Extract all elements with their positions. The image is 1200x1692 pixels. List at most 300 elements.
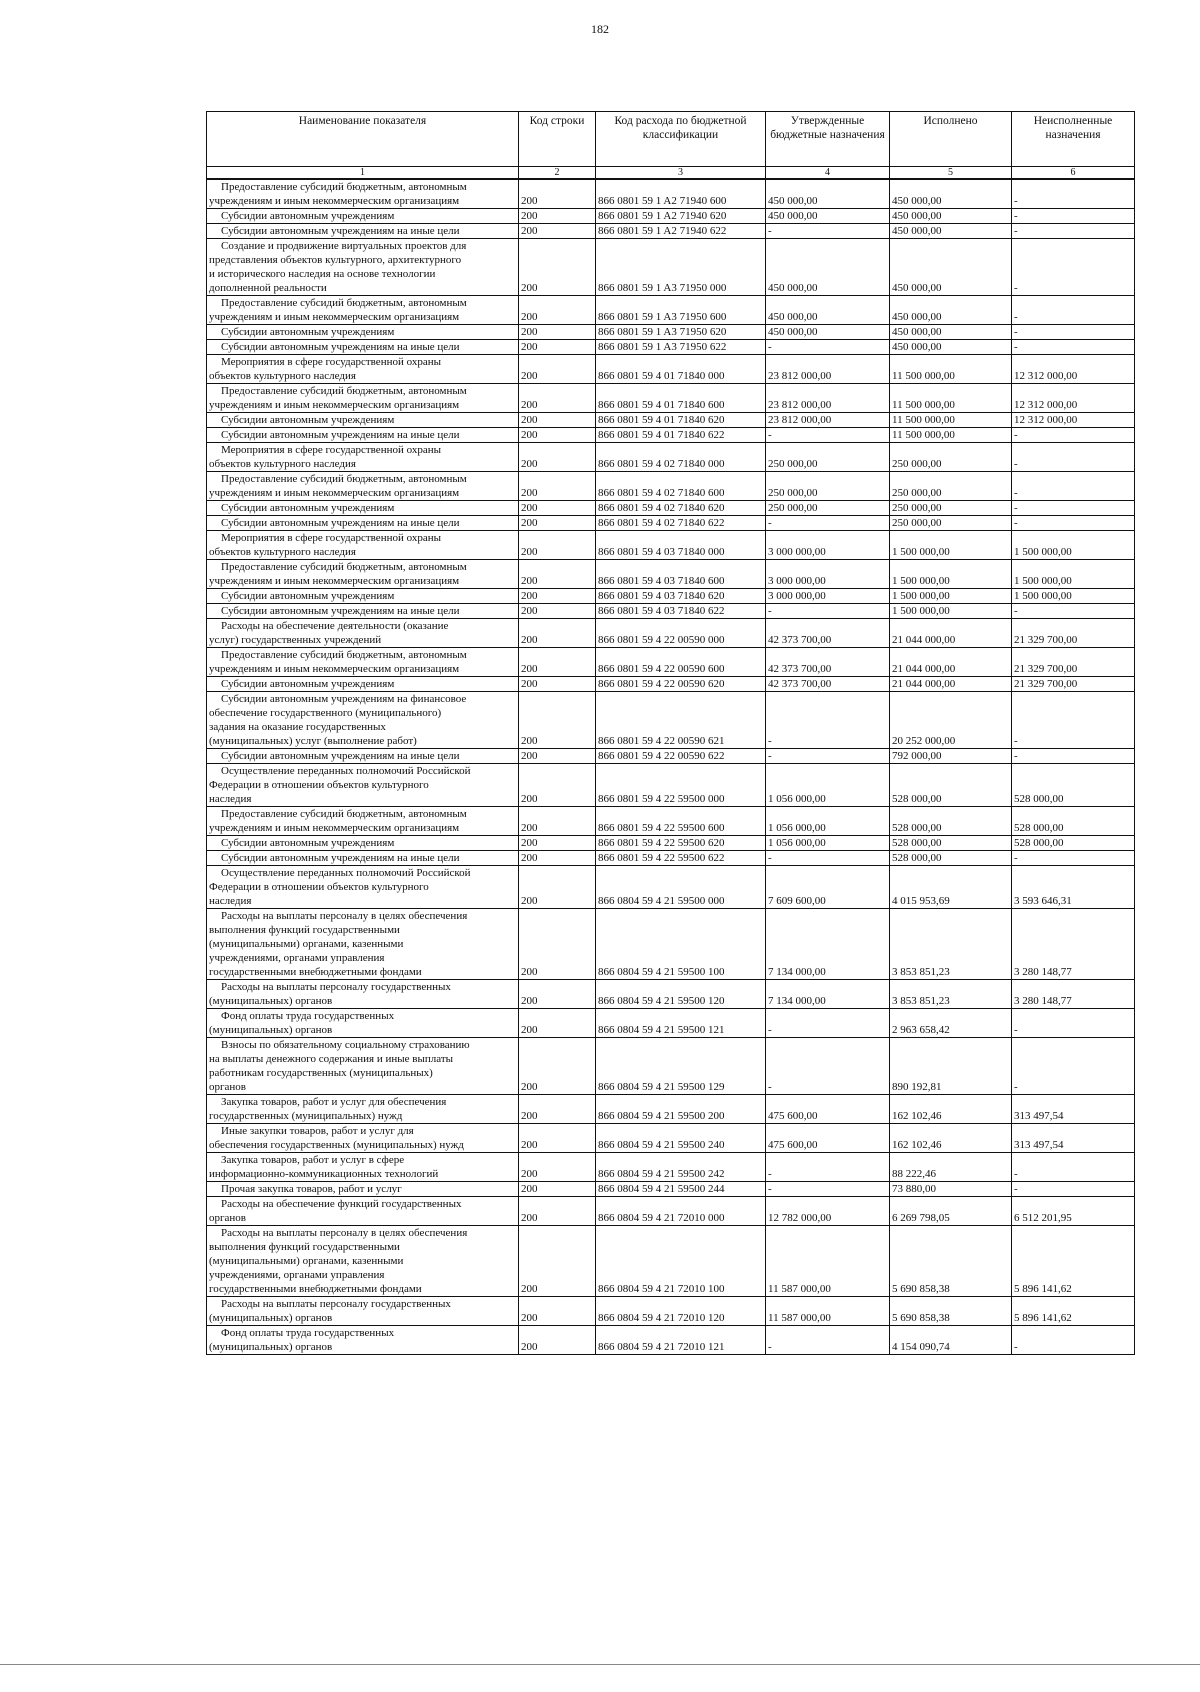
- table-row: [207, 179, 1135, 209]
- budget-code-cell: 866 0804 59 4 21 59500 244: [596, 1182, 766, 1197]
- indicator-name-line: Осуществление переданных полномочий Российской: [221, 765, 471, 777]
- indicator-name-line: выполнения функций государственными: [209, 1241, 400, 1253]
- budget-code-cell: 866 0801 59 4 22 00590 622: [596, 749, 766, 764]
- indicator-name-line: услуг) государственных учреждений: [209, 634, 382, 646]
- unexecuted-amount-cell: 313 497,54: [1012, 1095, 1135, 1124]
- approved-amount-cell: -: [766, 749, 890, 764]
- header-executed: Исполнено: [890, 112, 1012, 167]
- indicator-name-line: государственных (муниципальных) нужд: [209, 1110, 403, 1122]
- page-number: 182: [591, 22, 609, 36]
- unexecuted-amount-cell: 528 000,00: [1012, 764, 1135, 807]
- executed-amount-cell: 1 500 000,00: [890, 531, 1012, 560]
- table-row: [207, 428, 1135, 443]
- line-code-cell: 200: [519, 851, 596, 866]
- budget-code-cell: 866 0804 59 4 21 59500 000: [596, 866, 766, 909]
- indicator-name-cell: [207, 589, 519, 604]
- budget-code-cell: 866 0801 59 1 A2 71940 622: [596, 224, 766, 239]
- line-code-cell: 200: [519, 209, 596, 224]
- unexecuted-amount-cell: -: [1012, 851, 1135, 866]
- indicator-name-cell: [207, 224, 519, 239]
- approved-amount-cell: 450 000,00: [766, 179, 890, 209]
- budget-code-cell: 866 0804 59 4 21 59500 240: [596, 1124, 766, 1153]
- approved-amount-cell: 11 587 000,00: [766, 1297, 890, 1326]
- approved-amount-cell: 1 056 000,00: [766, 764, 890, 807]
- table-row: [207, 648, 1135, 677]
- table-row: [207, 836, 1135, 851]
- table-row: [207, 224, 1135, 239]
- indicator-name-line: Субсидии автономным учреждениям: [221, 837, 395, 849]
- line-code-cell: 200: [519, 501, 596, 516]
- indicator-name-cell: [207, 1326, 519, 1355]
- table-row: [207, 443, 1135, 472]
- table-row: [207, 501, 1135, 516]
- table-row: [207, 980, 1135, 1009]
- indicator-name-line: (муниципальными) органами, казенными: [209, 938, 404, 950]
- approved-amount-cell: -: [766, 516, 890, 531]
- indicator-name-cell: [207, 1297, 519, 1326]
- table-row: [207, 807, 1135, 836]
- line-code-cell: 200: [519, 692, 596, 749]
- line-code-cell: 200: [519, 428, 596, 443]
- budget-code-cell: 866 0804 59 4 21 72010 121: [596, 1326, 766, 1355]
- indicator-name-cell: [207, 443, 519, 472]
- unexecuted-amount-cell: -: [1012, 692, 1135, 749]
- indicator-name-line: выполнения функций государственными: [209, 924, 400, 936]
- indicator-name-line: учреждениями, органами управления: [209, 952, 385, 964]
- unexecuted-amount-cell: 313 497,54: [1012, 1124, 1135, 1153]
- indicator-name-line: Субсидии автономным учреждениям на иные цели: [221, 517, 460, 529]
- indicator-name-cell: [207, 1153, 519, 1182]
- budget-code-cell: 866 0801 59 4 22 00590 621: [596, 692, 766, 749]
- unexecuted-amount-cell: 5 896 141,62: [1012, 1297, 1135, 1326]
- column-number: 4: [766, 167, 890, 180]
- executed-amount-cell: 1 500 000,00: [890, 589, 1012, 604]
- unexecuted-amount-cell: 21 329 700,00: [1012, 648, 1135, 677]
- table-row: [207, 413, 1135, 428]
- indicator-name-line: Взносы по обязательному социальному страхованию: [221, 1039, 470, 1051]
- column-number: 3: [596, 167, 766, 180]
- indicator-name-cell: [207, 413, 519, 428]
- line-code-cell: 200: [519, 296, 596, 325]
- indicator-name-line: Федерации в отношении объектов культурного: [209, 881, 429, 893]
- approved-amount-cell: -: [766, 224, 890, 239]
- approved-amount-cell: 250 000,00: [766, 472, 890, 501]
- executed-amount-cell: 6 269 798,05: [890, 1197, 1012, 1226]
- approved-amount-cell: 450 000,00: [766, 325, 890, 340]
- executed-amount-cell: 5 690 858,38: [890, 1226, 1012, 1297]
- budget-code-cell: 866 0801 59 1 A3 71950 600: [596, 296, 766, 325]
- indicator-name-cell: [207, 1009, 519, 1038]
- indicator-name-line: Субсидии автономным учреждениям на иные цели: [221, 341, 460, 353]
- indicator-name-line: учреждениям и иным некоммерческим организациям: [209, 487, 460, 499]
- indicator-name-cell: [207, 866, 519, 909]
- budget-code-cell: 866 0801 59 4 22 59500 622: [596, 851, 766, 866]
- column-number-row: [207, 167, 1135, 180]
- budget-code-cell: 866 0801 59 4 02 71840 620: [596, 501, 766, 516]
- line-code-cell: 200: [519, 1182, 596, 1197]
- unexecuted-amount-cell: -: [1012, 1326, 1135, 1355]
- indicator-name-line: Федерации в отношении объектов культурного: [209, 779, 429, 791]
- table-row: [207, 909, 1135, 980]
- approved-amount-cell: 7 609 600,00: [766, 866, 890, 909]
- line-code-cell: 200: [519, 589, 596, 604]
- table-row: [207, 209, 1135, 224]
- indicator-name-line: Субсидии автономным учреждениям на иные цели: [221, 225, 460, 237]
- line-code-cell: 200: [519, 648, 596, 677]
- unexecuted-amount-cell: 1 500 000,00: [1012, 531, 1135, 560]
- approved-amount-cell: 42 373 700,00: [766, 677, 890, 692]
- indicator-name-line: Субсидии автономным учреждениям: [221, 590, 395, 602]
- budget-code-cell: 866 0804 59 4 21 59500 121: [596, 1009, 766, 1038]
- indicator-name-cell: [207, 501, 519, 516]
- table-body: [207, 179, 1135, 1355]
- indicator-name-line: Предоставление субсидий бюджетным, автономным: [221, 297, 467, 309]
- approved-amount-cell: 12 782 000,00: [766, 1197, 890, 1226]
- indicator-name-cell: [207, 619, 519, 648]
- indicator-name-line: Предоставление субсидий бюджетным, автономным: [221, 473, 467, 485]
- unexecuted-amount-cell: -: [1012, 516, 1135, 531]
- indicator-name-line: учреждениям и иным некоммерческим организациям: [209, 575, 460, 587]
- executed-amount-cell: 11 500 000,00: [890, 355, 1012, 384]
- indicator-name-line: наследия: [209, 895, 252, 907]
- line-code-cell: 200: [519, 1153, 596, 1182]
- unexecuted-amount-cell: -: [1012, 325, 1135, 340]
- unexecuted-amount-cell: -: [1012, 239, 1135, 296]
- budget-code-cell: 866 0804 59 4 21 59500 200: [596, 1095, 766, 1124]
- line-code-cell: 200: [519, 443, 596, 472]
- approved-amount-cell: -: [766, 851, 890, 866]
- indicator-name-cell: [207, 428, 519, 443]
- indicator-name-line: представления объектов культурного, архитектурного: [209, 254, 462, 266]
- approved-amount-cell: -: [766, 340, 890, 355]
- indicator-name-line: учреждениям и иным некоммерческим организациям: [209, 311, 460, 323]
- table-header: [207, 112, 1135, 180]
- approved-amount-cell: -: [766, 604, 890, 619]
- indicator-name-line: Субсидии автономным учреждениям на иные цели: [221, 852, 460, 864]
- budget-table-container: [206, 111, 1134, 1355]
- budget-code-cell: 866 0801 59 4 03 71840 622: [596, 604, 766, 619]
- indicator-name-line: (муниципальных) органов: [209, 1341, 333, 1353]
- executed-amount-cell: 21 044 000,00: [890, 677, 1012, 692]
- indicator-name-cell: [207, 980, 519, 1009]
- line-code-cell: 200: [519, 325, 596, 340]
- executed-amount-cell: 11 500 000,00: [890, 413, 1012, 428]
- unexecuted-amount-cell: 5 896 141,62: [1012, 1226, 1135, 1297]
- indicator-name-cell: [207, 1197, 519, 1226]
- budget-code-cell: 866 0801 59 1 A3 71950 622: [596, 340, 766, 355]
- indicator-name-line: обеспечение государственного (муниципального): [209, 707, 442, 719]
- indicator-name-line: Расходы на обеспечение функций государственных: [221, 1198, 462, 1210]
- approved-amount-cell: 42 373 700,00: [766, 619, 890, 648]
- indicator-name-cell: [207, 516, 519, 531]
- executed-amount-cell: 528 000,00: [890, 836, 1012, 851]
- indicator-name-line: объектов культурного наследия: [209, 546, 356, 558]
- indicator-name-cell: [207, 648, 519, 677]
- unexecuted-amount-cell: -: [1012, 749, 1135, 764]
- indicator-name-line: учреждениям и иным некоммерческим организациям: [209, 822, 460, 834]
- approved-amount-cell: 23 812 000,00: [766, 355, 890, 384]
- table-row: [207, 749, 1135, 764]
- indicator-name-line: (муниципальными) органами, казенными: [209, 1255, 404, 1267]
- executed-amount-cell: 5 690 858,38: [890, 1297, 1012, 1326]
- indicator-name-line: Расходы на выплаты персоналу в целях обеспечения: [221, 910, 468, 922]
- approved-amount-cell: -: [766, 692, 890, 749]
- table-row: [207, 1226, 1135, 1297]
- line-code-cell: 200: [519, 1297, 596, 1326]
- approved-amount-cell: 1 056 000,00: [766, 836, 890, 851]
- indicator-name-line: Субсидии автономным учреждениям: [221, 210, 395, 222]
- executed-amount-cell: 450 000,00: [890, 179, 1012, 209]
- approved-amount-cell: 3 000 000,00: [766, 531, 890, 560]
- indicator-name-line: (муниципальных) органов: [209, 995, 333, 1007]
- budget-code-cell: 866 0801 59 4 03 71840 000: [596, 531, 766, 560]
- executed-amount-cell: 88 222,46: [890, 1153, 1012, 1182]
- unexecuted-amount-cell: 528 000,00: [1012, 836, 1135, 851]
- approved-amount-cell: 1 056 000,00: [766, 807, 890, 836]
- executed-amount-cell: 528 000,00: [890, 764, 1012, 807]
- column-number: 5: [890, 167, 1012, 180]
- budget-code-cell: 866 0801 59 1 A3 71950 000: [596, 239, 766, 296]
- indicator-name-line: Прочая закупка товаров, работ и услуг: [221, 1183, 402, 1195]
- indicator-name-line: задания на оказание государственных: [209, 721, 386, 733]
- budget-code-cell: 866 0801 59 4 22 59500 600: [596, 807, 766, 836]
- approved-amount-cell: -: [766, 1009, 890, 1038]
- unexecuted-amount-cell: -: [1012, 604, 1135, 619]
- table-row: [207, 384, 1135, 413]
- executed-amount-cell: 1 500 000,00: [890, 604, 1012, 619]
- unexecuted-amount-cell: 12 312 000,00: [1012, 413, 1135, 428]
- line-code-cell: 200: [519, 516, 596, 531]
- indicator-name-cell: [207, 325, 519, 340]
- budget-code-cell: 866 0804 59 4 21 59500 242: [596, 1153, 766, 1182]
- indicator-name-cell: [207, 209, 519, 224]
- unexecuted-amount-cell: -: [1012, 1182, 1135, 1197]
- unexecuted-amount-cell: 528 000,00: [1012, 807, 1135, 836]
- indicator-name-cell: [207, 1182, 519, 1197]
- header-unexecuted: Неисполненные назначения: [1012, 112, 1135, 167]
- approved-amount-cell: 3 000 000,00: [766, 589, 890, 604]
- header-budget-code: Код расхода по бюджетной классификации: [596, 112, 766, 167]
- executed-amount-cell: 250 000,00: [890, 443, 1012, 472]
- header-indicator-name: Наименование показателя: [207, 112, 519, 167]
- indicator-name-line: объектов культурного наследия: [209, 370, 356, 382]
- budget-code-cell: 866 0804 59 4 21 59500 129: [596, 1038, 766, 1095]
- indicator-name-cell: [207, 340, 519, 355]
- line-code-cell: 200: [519, 1197, 596, 1226]
- indicator-name-cell: [207, 749, 519, 764]
- indicator-name-line: учреждениям и иным некоммерческим организациям: [209, 195, 460, 207]
- indicator-name-cell: [207, 677, 519, 692]
- executed-amount-cell: 20 252 000,00: [890, 692, 1012, 749]
- approved-amount-cell: 250 000,00: [766, 443, 890, 472]
- executed-amount-cell: 73 880,00: [890, 1182, 1012, 1197]
- budget-code-cell: 866 0801 59 4 03 71840 600: [596, 560, 766, 589]
- budget-code-cell: 866 0801 59 4 02 71840 000: [596, 443, 766, 472]
- indicator-name-line: Закупка товаров, работ и услуг в сфере: [221, 1154, 405, 1166]
- executed-amount-cell: 450 000,00: [890, 239, 1012, 296]
- indicator-name-line: государственными внебюджетными фондами: [209, 966, 422, 978]
- approved-amount-cell: 475 600,00: [766, 1095, 890, 1124]
- indicator-name-line: наследия: [209, 793, 252, 805]
- line-code-cell: 200: [519, 239, 596, 296]
- unexecuted-amount-cell: 12 312 000,00: [1012, 384, 1135, 413]
- line-code-cell: 200: [519, 604, 596, 619]
- table-row: [207, 1153, 1135, 1182]
- indicator-name-cell: [207, 1124, 519, 1153]
- table-row: [207, 560, 1135, 589]
- unexecuted-amount-cell: -: [1012, 1153, 1135, 1182]
- executed-amount-cell: 250 000,00: [890, 472, 1012, 501]
- budget-code-cell: 866 0804 59 4 21 72010 100: [596, 1226, 766, 1297]
- table-row: [207, 1297, 1135, 1326]
- unexecuted-amount-cell: -: [1012, 1038, 1135, 1095]
- executed-amount-cell: 792 000,00: [890, 749, 1012, 764]
- budget-code-cell: 866 0801 59 4 01 71840 622: [596, 428, 766, 443]
- indicator-name-cell: [207, 692, 519, 749]
- indicator-name-cell: [207, 531, 519, 560]
- indicator-name-line: Предоставление субсидий бюджетным, автономным: [221, 561, 467, 573]
- line-code-cell: 200: [519, 340, 596, 355]
- indicator-name-line: Субсидии автономным учреждениям: [221, 326, 395, 338]
- indicator-name-line: Предоставление субсидий бюджетным, автономным: [221, 181, 467, 193]
- indicator-name-line: работникам государственных (муниципальных): [209, 1067, 433, 1079]
- table-row: [207, 472, 1135, 501]
- executed-amount-cell: 4 015 953,69: [890, 866, 1012, 909]
- table-row: [207, 851, 1135, 866]
- column-number: 2: [519, 167, 596, 180]
- indicator-name-cell: [207, 1038, 519, 1095]
- table-row: [207, 239, 1135, 296]
- executed-amount-cell: 4 154 090,74: [890, 1326, 1012, 1355]
- unexecuted-amount-cell: 21 329 700,00: [1012, 619, 1135, 648]
- executed-amount-cell: 450 000,00: [890, 340, 1012, 355]
- table-row: [207, 866, 1135, 909]
- indicator-name-cell: [207, 560, 519, 589]
- column-number: 1: [207, 167, 519, 180]
- executed-amount-cell: 890 192,81: [890, 1038, 1012, 1095]
- table-row: [207, 589, 1135, 604]
- indicator-name-line: на выплаты денежного содержания и иные выплаты: [209, 1053, 454, 1065]
- indicator-name-line: (муниципальных) органов: [209, 1024, 333, 1036]
- approved-amount-cell: 7 134 000,00: [766, 909, 890, 980]
- indicator-name-line: Предоставление субсидий бюджетным, автономным: [221, 808, 467, 820]
- line-code-cell: 200: [519, 531, 596, 560]
- indicator-name-line: Создание и продвижение виртуальных проектов для: [221, 240, 467, 252]
- executed-amount-cell: 250 000,00: [890, 516, 1012, 531]
- budget-code-cell: 866 0801 59 1 A2 71940 620: [596, 209, 766, 224]
- indicator-name-line: учреждениям и иным некоммерческим организациям: [209, 663, 460, 675]
- unexecuted-amount-cell: 3 280 148,77: [1012, 909, 1135, 980]
- unexecuted-amount-cell: 21 329 700,00: [1012, 677, 1135, 692]
- unexecuted-amount-cell: 3 593 646,31: [1012, 866, 1135, 909]
- indicator-name-line: Расходы на выплаты персоналу в целях обеспечения: [221, 1227, 468, 1239]
- indicator-name-line: Субсидии автономным учреждениям: [221, 414, 395, 426]
- unexecuted-amount-cell: 1 500 000,00: [1012, 560, 1135, 589]
- executed-amount-cell: 162 102,46: [890, 1124, 1012, 1153]
- indicator-name-line: и исторического наследия на основе технологии: [209, 268, 436, 280]
- indicator-name-line: государственными внебюджетными фондами: [209, 1283, 422, 1295]
- budget-code-cell: 866 0801 59 4 22 00590 600: [596, 648, 766, 677]
- line-code-cell: 200: [519, 1124, 596, 1153]
- budget-code-cell: 866 0804 59 4 21 72010 000: [596, 1197, 766, 1226]
- line-code-cell: 200: [519, 764, 596, 807]
- approved-amount-cell: 450 000,00: [766, 296, 890, 325]
- line-code-cell: 200: [519, 749, 596, 764]
- indicator-name-cell: [207, 384, 519, 413]
- budget-code-cell: 866 0801 59 1 A3 71950 620: [596, 325, 766, 340]
- budget-code-cell: 866 0804 59 4 21 59500 120: [596, 980, 766, 1009]
- indicator-name-line: Фонд оплаты труда государственных: [221, 1327, 395, 1339]
- table-row: [207, 1009, 1135, 1038]
- unexecuted-amount-cell: 1 500 000,00: [1012, 589, 1135, 604]
- line-code-cell: 200: [519, 1226, 596, 1297]
- unexecuted-amount-cell: -: [1012, 1009, 1135, 1038]
- indicator-name-cell: [207, 1226, 519, 1297]
- approved-amount-cell: 475 600,00: [766, 1124, 890, 1153]
- table-row: [207, 516, 1135, 531]
- budget-code-cell: 866 0801 59 4 02 71840 600: [596, 472, 766, 501]
- budget-code-cell: 866 0801 59 4 03 71840 620: [596, 589, 766, 604]
- table-row: [207, 340, 1135, 355]
- line-code-cell: 200: [519, 909, 596, 980]
- indicator-name-line: Субсидии автономным учреждениям на иные цели: [221, 750, 460, 762]
- approved-amount-cell: 23 812 000,00: [766, 384, 890, 413]
- indicator-name-line: (муниципальных) органов: [209, 1312, 333, 1324]
- unexecuted-amount-cell: -: [1012, 501, 1135, 516]
- approved-amount-cell: -: [766, 428, 890, 443]
- indicator-name-line: Фонд оплаты труда государственных: [221, 1010, 395, 1022]
- indicator-name-line: (муниципальных) услуг (выполнение работ): [209, 735, 417, 747]
- budget-code-cell: 866 0801 59 4 01 71840 000: [596, 355, 766, 384]
- executed-amount-cell: 21 044 000,00: [890, 648, 1012, 677]
- line-code-cell: 200: [519, 1095, 596, 1124]
- header-line-code: Код строки: [519, 112, 596, 167]
- line-code-cell: 200: [519, 619, 596, 648]
- executed-amount-cell: 21 044 000,00: [890, 619, 1012, 648]
- indicator-name-line: Расходы на выплаты персоналу государственных: [221, 1298, 451, 1310]
- approved-amount-cell: 42 373 700,00: [766, 648, 890, 677]
- indicator-name-cell: [207, 836, 519, 851]
- indicator-name-line: учреждениям и иным некоммерческим организациям: [209, 399, 460, 411]
- executed-amount-cell: 450 000,00: [890, 296, 1012, 325]
- line-code-cell: 200: [519, 866, 596, 909]
- budget-code-cell: 866 0801 59 4 01 71840 600: [596, 384, 766, 413]
- unexecuted-amount-cell: 12 312 000,00: [1012, 355, 1135, 384]
- executed-amount-cell: 11 500 000,00: [890, 384, 1012, 413]
- indicator-name-line: объектов культурного наследия: [209, 458, 356, 470]
- indicator-name-line: информационно-коммуникационных технологий: [209, 1168, 439, 1180]
- unexecuted-amount-cell: -: [1012, 340, 1135, 355]
- table-row: [207, 355, 1135, 384]
- table-row: [207, 1095, 1135, 1124]
- indicator-name-line: Мероприятия в сфере государственной охраны: [221, 444, 441, 456]
- unexecuted-amount-cell: -: [1012, 296, 1135, 325]
- indicator-name-line: Субсидии автономным учреждениям: [221, 502, 395, 514]
- table-row: [207, 1326, 1135, 1355]
- budget-code-cell: 866 0804 59 4 21 72010 120: [596, 1297, 766, 1326]
- line-code-cell: 200: [519, 355, 596, 384]
- executed-amount-cell: 3 853 851,23: [890, 909, 1012, 980]
- column-number: 6: [1012, 167, 1135, 180]
- approved-amount-cell: 11 587 000,00: [766, 1226, 890, 1297]
- indicator-name-line: Субсидии автономным учреждениям на иные цели: [221, 429, 460, 441]
- indicator-name-line: Закупка товаров, работ и услуг для обеспечения: [221, 1096, 447, 1108]
- unexecuted-amount-cell: -: [1012, 443, 1135, 472]
- indicator-name-line: Субсидии автономным учреждениям на финансовое: [221, 693, 467, 705]
- indicator-name-line: Расходы на выплаты персоналу государственных: [221, 981, 451, 993]
- line-code-cell: 200: [519, 1009, 596, 1038]
- executed-amount-cell: 3 853 851,23: [890, 980, 1012, 1009]
